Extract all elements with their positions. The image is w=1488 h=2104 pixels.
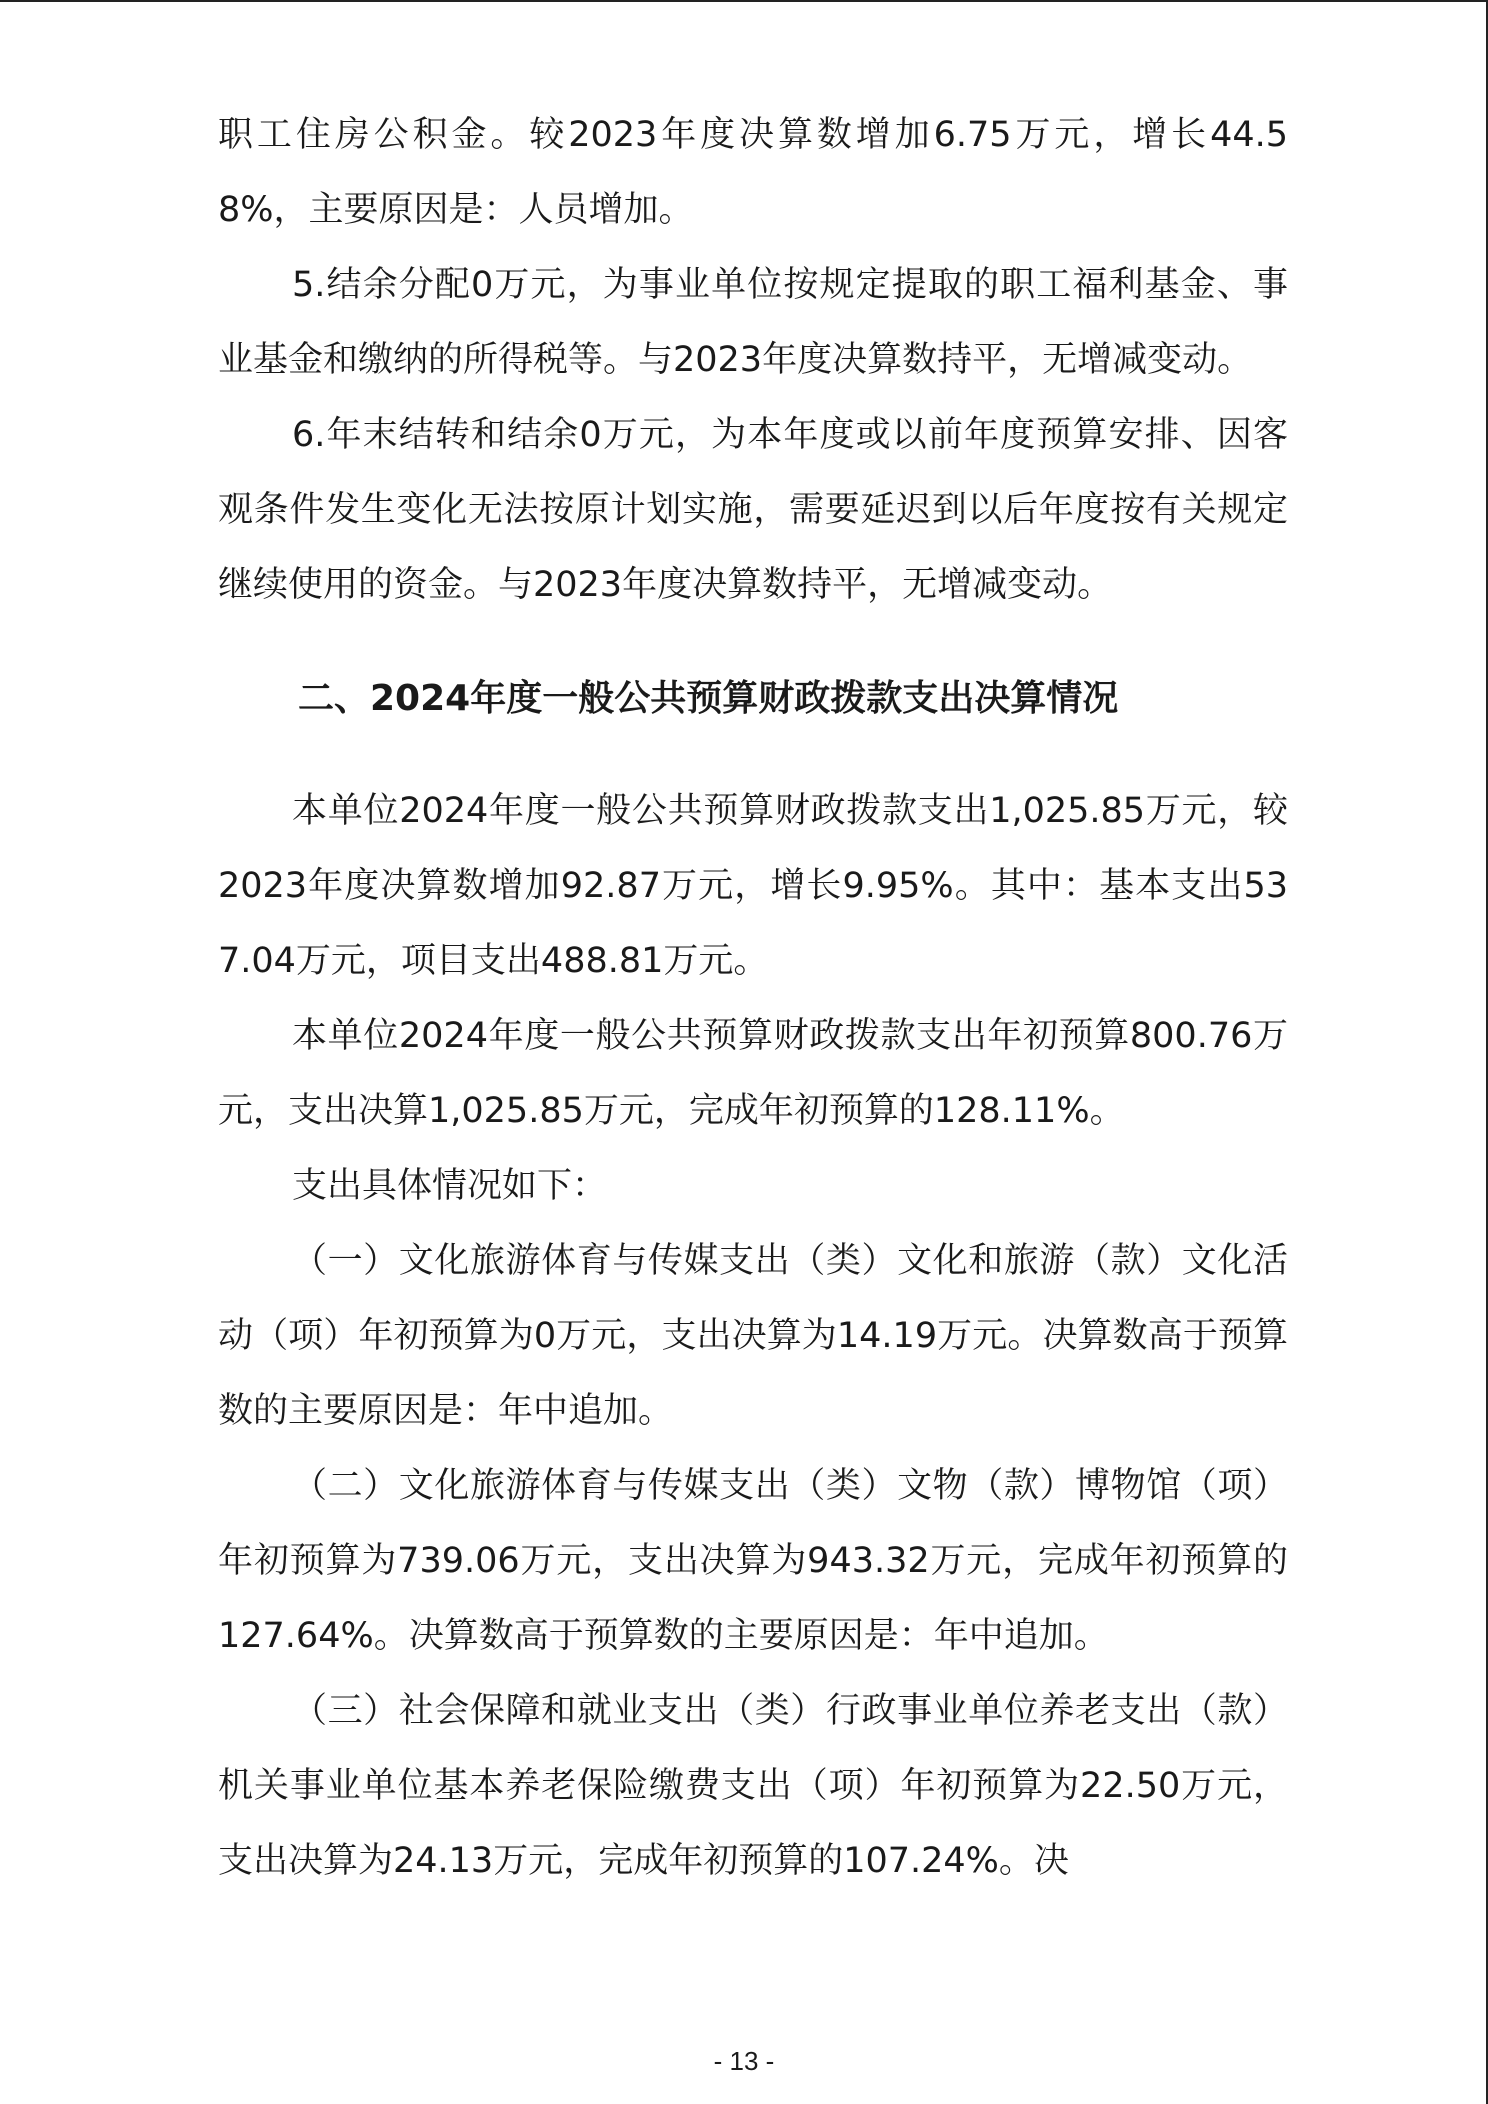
paragraph-item-3-pension-insurance: （三）社会保障和就业支出（类）行政事业单位养老支出（款）机关事业单位基本养老保险缴费支出（项）年初预算为22.50万元，支出决算为24.13万元，完成年初预算的107.24%。决 [218, 1691, 1288, 1881]
paragraph-surplus-distribution: 5.结余分配0万元，为事业单位按规定提取的职工福利基金、事业基金和缴纳的所得税等。与2023年度决算数持平，无增减变动。 [218, 265, 1288, 380]
paragraph-budget-completion: 本单位2024年度一般公共预算财政拨款支出年初预算800.76万元，支出决算1,025.85万元，完成年初预算的128.11%。 [218, 1016, 1288, 1131]
paragraph-item-1-cultural-activities: （一）文化旅游体育与传媒支出（类）文化和旅游（款）文化活动（项）年初预算为0万元，支出决算为14.19万元。决算数高于预算数的主要原因是：年中追加。 [218, 1241, 1288, 1431]
paragraph-item-2-museum: （二）文化旅游体育与传媒支出（类）文物（款）博物馆（项）年初预算为739.06万元，支出决算为943.32万元，完成年初预算的127.64%。决算数高于预算数的主要原因是：年中追加。 [218, 1466, 1288, 1656]
paragraph-total-expenditure: 本单位2024年度一般公共预算财政拨款支出1,025.85万元，较2023年度决算数增加92.87万元，增长9.95%。其中：基本支出537.04万元，项目支出488.81万元。 [218, 791, 1288, 981]
document-body [218, 98, 1288, 1899]
section-heading: 二、2024年度一般公共预算财政拨款支出决算情况 [298, 678, 1119, 719]
paragraph-year-end-carryover: 6.年末结转和结余0万元，为本年度或以前年度预算安排、因客观条件发生变化无法按原计划实施，需要延迟到以后年度按有关规定继续使用的资金。与2023年度决算数持平，无增减变动。 [218, 415, 1288, 605]
page-border-top [0, 0, 1488, 2]
paragraph-details-intro: 支出具体情况如下： [292, 1166, 608, 1206]
page-number: - 13 - [713, 2046, 775, 2076]
paragraph-housing-fund: 职工住房公积金。较2023年度决算数增加6.75万元，增长44.58%，主要原因是：人员增加。 [218, 115, 1288, 230]
